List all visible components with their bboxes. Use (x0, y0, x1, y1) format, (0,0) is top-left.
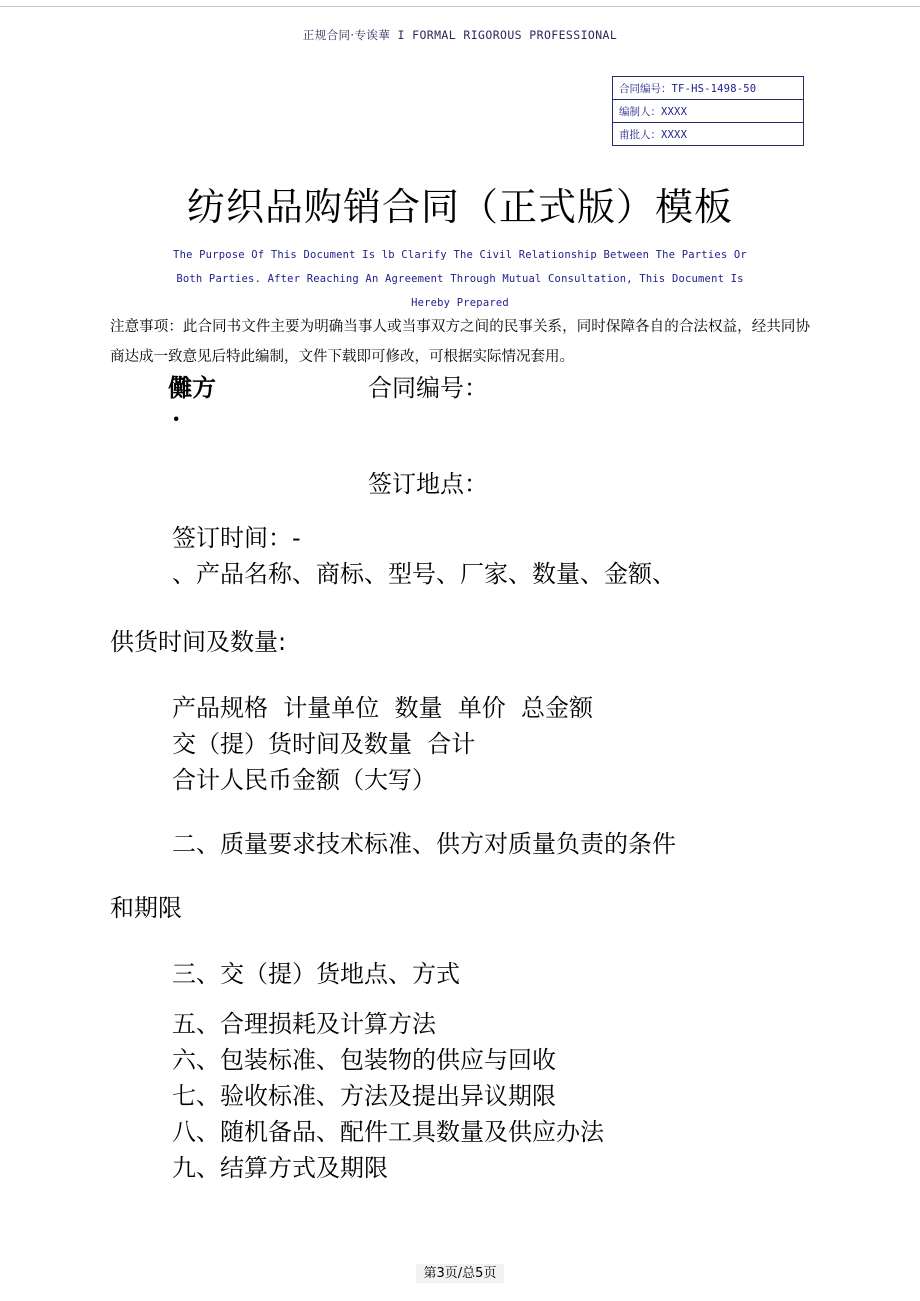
contract-number-label: 合同编号： (368, 374, 488, 402)
page-title: 纺织品购销合同（正式版）模板 (186, 185, 733, 229)
clause-one-line: 、产品名称、商标、型号、厂家、数量、金额、 (172, 560, 676, 588)
page-indicator: 第3页/总5页 (416, 1264, 505, 1283)
supply-time-quantity-heading: 供货时间及数量: (110, 628, 287, 656)
info-value-approver: XXXX (661, 129, 688, 141)
info-label-author: 编制人： (619, 106, 661, 118)
delivery-time-quantity-row: 交（提）货时间及数量 合计 (172, 730, 476, 758)
signing-time-label: 签订时间：- (172, 524, 301, 552)
page-footer (0, 1262, 920, 1282)
info-label-contract-no: 合同编号： (619, 83, 672, 95)
info-value-contract-no: TF-HS-1498-50 (671, 83, 757, 95)
info-value-author: XXXX (661, 106, 688, 118)
header-banner-en: I FORMAL RIGOROUS PROFESSIONAL (397, 28, 618, 42)
signing-place-label: 签订地点： (368, 470, 488, 498)
section-two-heading: 二、质量要求技术标准、供方对质量负责的条件 (172, 830, 676, 858)
spec-table-header-row: 产品规格 计量单位 数量 单价 总金额 (172, 694, 594, 722)
section-six-heading: 六、包装标准、包装物的供应与回收 (172, 1046, 556, 1074)
info-row (613, 123, 803, 145)
info-row (613, 77, 803, 100)
section-two-continuation: 和期限 (110, 894, 182, 922)
page-header-banner (0, 27, 920, 43)
contract-info-box (612, 76, 804, 146)
section-nine-heading: 九、结算方式及期限 (172, 1154, 388, 1182)
info-label-approver: 甫批人： (619, 129, 661, 141)
total-amount-row: 合计人民币金额（大写） (172, 766, 436, 794)
section-five-heading: 五、合理损耗及计算方法 (172, 1010, 436, 1038)
section-seven-heading: 七、验收标准、方法及提出异议期限 (172, 1082, 556, 1110)
header-banner-cn: 正规合同·专诶華 (302, 28, 391, 42)
party-label: 儺方 (168, 373, 216, 402)
section-eight-heading: 八、随机备品、配件工具数量及供应办法 (172, 1118, 604, 1146)
section-three-heading: 三、交（提）货地点、方式 (172, 960, 460, 988)
purpose-statement: The Purpose Of This Document Is lb Clarify The Civil Relationship Between The Parties Or Both Parties. After Reaching An Agreement Through Mutual Consultation, This Document Is Hereby Prepared (173, 249, 747, 309)
bullet-dot: · (172, 404, 181, 433)
top-divider (0, 6, 920, 7)
notice-paragraph: 注意事项：此合同书文件主要为明确当事人或当事双方之间的民事关系，同时保障各自的合法权益，经共同协商达成一致意见后特此编制，文件下载即可修改，可根据实际情况套用。 (110, 319, 810, 365)
info-row (613, 100, 803, 123)
